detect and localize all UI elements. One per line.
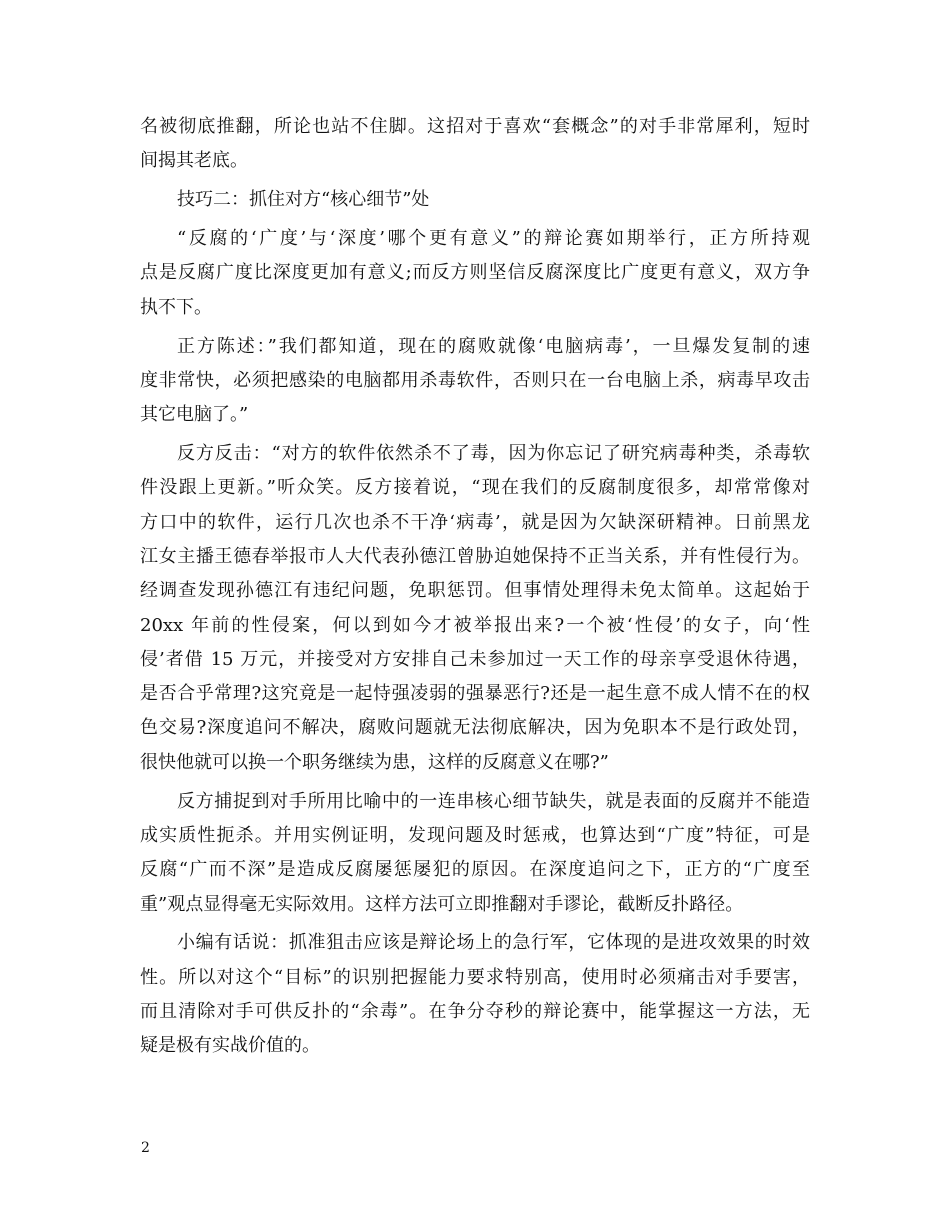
text-line: 小编有话说：抓准狙击应该是辩论场上的急行军，它体现的是进攻效果的时效	[177, 932, 810, 954]
text-line: 件没跟上更新。”听众笑。反方接着说，“现在我们的反腐制度很多，却常常像对	[140, 477, 810, 499]
text-line: 其它电脑了。”	[140, 404, 249, 426]
section-heading	[140, 183, 810, 217]
text-line: 技巧二：抓住对方“核心细节”处	[177, 189, 430, 211]
text-line: 江女主播王德春举报市人大代表孙德江曾胁迫她保持不正当关系，并有性侵行为。	[140, 545, 810, 567]
text-line: 间揭其老底。	[140, 150, 248, 172]
text-line: 反腐“广而不深”是造成反腐屡惩屡犯的原因。在深度追问之下，正方的“广度至	[140, 859, 810, 881]
paragraph	[140, 926, 810, 1063]
text-line: 成实质性扼杀。并用实例证明，发现问题及时惩戒，也算达到“广度”特征，可是	[140, 824, 810, 846]
text-line: 侵’者借 15 万元，并接受对方安排自己未参加过一天工作的母亲享受退休待遇，	[140, 648, 810, 670]
text-line: 反方捕捉到对手所用比喻中的一连串核心细节缺失，就是表面的反腐并不能造	[177, 790, 810, 812]
paragraph	[140, 222, 810, 325]
text-line: 名被彻底推翻，所论也站不住脚。这招对于喜欢“套概念”的对手非常犀利，短时	[140, 116, 810, 137]
text-line: 点是反腐广度比深度更加有意义;而反方则坚信反腐深度比广度更有意义，双方争	[140, 262, 810, 284]
text-line: 反方反击：“对方的软件依然杀不了毒，因为你忘记了研究病毒种类，杀毒软	[177, 443, 810, 465]
text-line: 重”观点显得毫无实际效用。这样方法可立即推翻对手谬论，截断反扑路径。	[140, 893, 744, 915]
page-number: 2	[141, 1140, 150, 1156]
text-line: 色交易?深度追问不解决，腐败问题就无法彻底解决，因为免职本不是行政处罚，	[140, 717, 810, 739]
paragraph	[140, 785, 810, 922]
text-line: 很快他就可以换一个职务继续为患，这样的反腐意义在哪?”	[140, 751, 609, 773]
text-line: 是否合乎常理?这究竟是一起恃强凌弱的强暴恶行?还是一起生意不成人情不在的权	[140, 683, 810, 705]
paragraph	[140, 110, 810, 179]
text-line: 20xx 年前的性侵案，何以到如今才被举报出来?一个被‘性侵’的女子，向‘性	[140, 614, 810, 636]
text-line: 经调查发现孙德江有违纪问题，免职惩罚。但事情处理得未免太简单。这起始于	[140, 580, 810, 602]
text-line: 方口中的软件，运行几次也杀不干净‘病毒’，就是因为欠缺深研精神。日前黑龙	[140, 511, 810, 533]
text-line: 正方陈述：”我们都知道，现在的腐败就像‘电脑病毒’，一旦爆发复制的速	[177, 335, 810, 357]
text-line: 度非常快，必须把感染的电脑都用杀毒软件，否则只在一台电脑上杀，病毒早攻击	[140, 369, 810, 391]
document-body	[140, 110, 810, 1064]
text-line: 执不下。	[140, 296, 212, 318]
text-line: “反腐的‘广度’与‘深度’哪个更有意义”的辩论赛如期举行，正方所持观	[177, 228, 810, 250]
paragraph	[140, 437, 810, 780]
text-line: 疑是极有实战价值的。	[140, 1035, 320, 1057]
text-line: 性。所以对这个“目标”的识别把握能力要求特别高，使用时必须痛击对手要害，	[140, 966, 810, 988]
paragraph	[140, 330, 810, 433]
text-line: 而且清除对手可供反扑的“余毒”。在争分夺秒的辩论赛中，能掌握这一方法，无	[140, 1000, 810, 1022]
